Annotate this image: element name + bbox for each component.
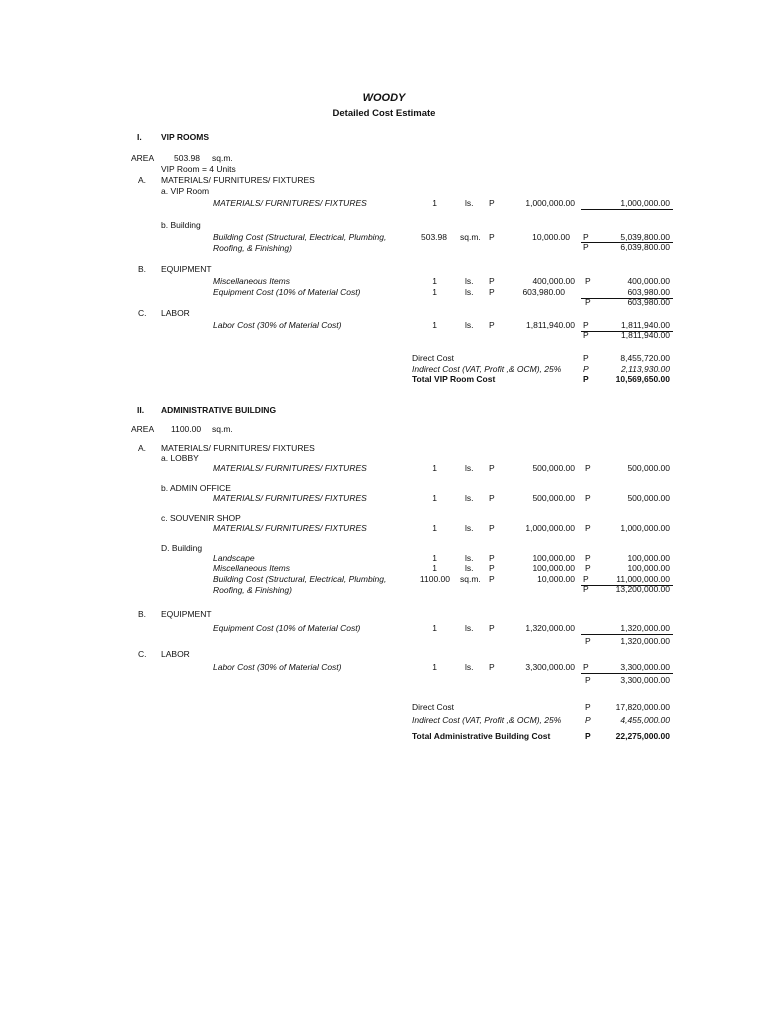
amount-currency: P [585,493,591,503]
category-label: LABOR [161,649,190,659]
item-unit-cost: 400,000.00 [532,276,575,286]
category-letter: C. [138,308,147,318]
indirect-cost-value: 4,455,000.00 [620,715,670,725]
item-quantity: 1 [432,320,437,330]
item-amount: 603,980.00 [627,287,670,297]
indirect-cost-currency: P [585,715,591,725]
item-unit: ls. [465,198,474,208]
subtotal-currency: P [583,242,589,252]
item-currency: P [489,523,495,533]
category-letter: A. [138,443,147,453]
item-currency: P [489,563,495,573]
sub-item-label: b. Building [161,220,201,230]
item-unit-cost: 603,980.00 [522,287,565,297]
item-currency: P [489,662,495,672]
subtotal-amount: 3,300,000.00 [620,675,670,685]
category-label: MATERIALS/ FURNITURES/ FIXTURES [161,175,315,185]
units-note: VIP Room = 4 Units [161,164,236,174]
item-currency: P [489,493,495,503]
item-currency: P [489,320,495,330]
item-description: Miscellaneous Items [213,563,291,573]
total-cost-currency: P [583,374,589,384]
item-description: Equipment Cost (10% of Material Cost) [213,623,361,633]
item-quantity: 1 [432,287,437,297]
item-unit: ls. [465,662,474,672]
sub-item-label: a. VIP Room [161,186,210,196]
item-amount: 500,000.00 [627,463,670,473]
total-cost-label: Total VIP Room Cost [412,374,496,384]
item-quantity: 1 [432,198,437,208]
item-unit-cost: 1,320,000.00 [525,623,575,633]
item-quantity: 1 [432,662,437,672]
amount-currency: P [585,463,591,473]
amount-currency: P [583,320,589,330]
area-label: AREA [131,424,155,434]
item-quantity: 1 [432,463,437,473]
item-currency: P [489,287,495,297]
item-unit-cost: 100,000.00 [532,553,575,563]
total-cost-label: Total Administrative Building Cost [412,731,551,741]
item-amount: 100,000.00 [627,553,670,563]
sub-item-label: a. LOBBY [161,453,199,463]
amount-currency: P [585,563,591,573]
sub-item-label: D. Building [161,543,203,553]
area-unit: sq.m. [212,153,233,163]
subtotal-currency: P [583,330,589,340]
item-description-continued: Roofing, & Finishing) [213,243,292,253]
item-unit-cost: 1,000,000.00 [525,198,575,208]
category-label: EQUIPMENT [161,609,212,619]
item-amount: 1,000,000.00 [620,198,670,208]
item-unit: ls. [465,493,474,503]
item-amount: 1,320,000.00 [620,623,670,633]
item-description: Labor Cost (30% of Material Cost) [213,662,342,672]
direct-cost-value: 17,820,000.00 [615,702,670,712]
subtotal-rule [581,673,673,674]
amount-currency: P [583,232,589,242]
category-letter: A. [138,175,147,185]
amount-currency: P [583,662,589,672]
item-currency: P [489,463,495,473]
direct-cost-label: Direct Cost [412,353,455,363]
item-description: MATERIALS/ FURNITURES/ FIXTURES [213,463,367,473]
amount-currency: P [585,523,591,533]
item-description: Landscape [213,553,255,563]
total-cost-currency: P [585,731,591,741]
sub-item-label: b. ADMIN OFFICE [161,483,231,493]
item-currency: P [489,232,495,242]
area-value: 1100.00 [171,424,202,434]
item-amount: 100,000.00 [627,563,670,573]
item-unit: ls. [465,276,474,286]
document-subtitle: Detailed Cost Estimate [332,108,436,119]
item-description: Miscellaneous Items [213,276,291,286]
direct-cost-currency: P [583,353,589,363]
item-quantity: 503.98 [421,232,447,242]
amount-currency: P [585,553,591,563]
item-unit-cost: 3,300,000.00 [525,662,575,672]
indirect-cost-label: Indirect Cost (VAT, Profit ,& OCM), 25% [412,364,562,374]
subtotal-currency: P [585,297,591,307]
indirect-cost-currency: P [583,364,589,374]
item-amount: 1,000,000.00 [620,523,670,533]
indirect-cost-value: 2,113,930.00 [621,364,670,374]
direct-cost-value: 8,455,720.00 [620,353,670,363]
section-numeral: II. [137,405,145,415]
item-quantity: 1 [432,623,437,633]
category-letter: B. [138,264,147,274]
item-currency: P [489,623,495,633]
subtotal-amount: 13,200,000.00 [615,584,670,594]
subtotal-amount: 6,039,800.00 [620,242,670,252]
item-amount: 11,000,000.00 [616,574,670,584]
total-cost-value: 10,569,650.00 [615,374,670,384]
item-unit: ls. [465,563,474,573]
item-unit: ls. [465,320,474,330]
subtotal-rule [581,209,673,210]
section-heading: VIP ROOMS [161,132,210,142]
item-description: MATERIALS/ FURNITURES/ FIXTURES [213,523,367,533]
item-amount: 500,000.00 [627,493,670,503]
item-unit: ls. [465,523,474,533]
section-heading: ADMINISTRATIVE BUILDING [161,405,277,415]
subtotal-amount: 1,811,940.00 [621,330,670,340]
amount-currency: P [585,276,591,286]
subtotal-currency: P [585,675,591,685]
item-amount: 400,000.00 [627,276,670,286]
item-description: MATERIALS/ FURNITURES/ FIXTURES [213,198,367,208]
sub-item-label: c. SOUVENIR SHOP [161,513,241,523]
indirect-cost-label: Indirect Cost (VAT, Profit ,& OCM), 25% [412,715,562,725]
subtotal-amount: 603,980.00 [627,297,670,307]
subtotal-currency: P [585,636,591,646]
item-description: Building Cost (Structural, Electrical, Plumbing, [213,232,387,242]
category-label: EQUIPMENT [161,264,212,274]
item-unit-cost: 100,000.00 [532,563,575,573]
direct-cost-currency: P [585,702,591,712]
item-quantity: 1 [432,553,437,563]
category-letter: B. [138,609,147,619]
item-quantity: 1 [432,493,437,503]
category-letter: C. [138,649,147,659]
item-unit: ls. [465,553,474,563]
item-currency: P [489,574,495,584]
item-description: Equipment Cost (10% of Material Cost) [213,287,361,297]
item-unit: ls. [465,287,474,297]
item-unit-cost: 500,000.00 [532,463,575,473]
item-quantity: 1 [432,523,437,533]
item-description: MATERIALS/ FURNITURES/ FIXTURES [213,493,367,503]
area-label: AREA [131,153,155,163]
direct-cost-label: Direct Cost [412,702,455,712]
item-unit-cost: 10,000.00 [532,232,570,242]
total-cost-value: 22,275,000.00 [615,731,670,741]
item-unit: sq.m. [460,574,481,584]
item-amount: 3,300,000.00 [620,662,670,672]
item-currency: P [489,198,495,208]
item-unit-cost: 500,000.00 [532,493,575,503]
item-amount: 1,811,940.00 [621,320,670,330]
item-unit: ls. [465,463,474,473]
subtotal-currency: P [583,584,589,594]
item-unit: sq.m. [460,232,481,242]
item-quantity: 1100.00 [419,574,450,584]
category-label: LABOR [161,308,190,318]
item-unit-cost: 1,811,940.00 [526,320,575,330]
item-unit-cost: 10,000.00 [537,574,575,584]
item-quantity: 1 [432,276,437,286]
area-value: 503.98 [174,153,200,163]
item-description: Labor Cost (30% of Material Cost) [213,320,342,330]
item-amount: 5,039,800.00 [620,232,670,242]
subtotal-rule [581,634,673,635]
item-description-continued: Roofing, & Finishing) [213,585,292,595]
item-description: Building Cost (Structural, Electrical, Plumbing, [213,574,387,584]
item-currency: P [489,276,495,286]
section-numeral: I. [137,132,142,142]
category-label: MATERIALS/ FURNITURES/ FIXTURES [161,443,315,453]
item-quantity: 1 [432,563,437,573]
document-title: WOODY [362,92,406,104]
area-unit: sq.m. [212,424,233,434]
item-unit: ls. [465,623,474,633]
item-unit-cost: 1,000,000.00 [525,523,575,533]
item-currency: P [489,553,495,563]
subtotal-amount: 1,320,000.00 [620,636,670,646]
amount-currency: P [583,574,589,584]
